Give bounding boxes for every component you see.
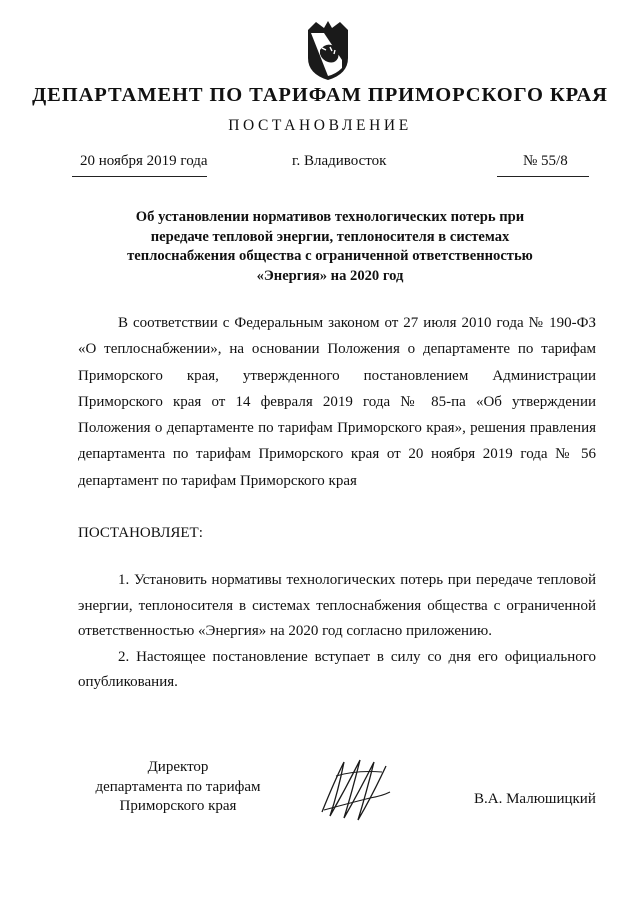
coat-of-arms-icon: [302, 20, 354, 82]
document-city: г. Владивосток: [292, 153, 387, 169]
items-block: [78, 568, 596, 696]
signatory-title: [78, 758, 278, 817]
signatory-title-line: Приморского края: [119, 798, 237, 814]
handwritten-signature: [316, 752, 396, 824]
document-date: 20 ноября 2019 года: [80, 153, 208, 169]
document-subject: Об установлении нормативов технологических потерь при передаче тепловой энергии, теплоносителя в системах теплоснабжения общества с ограниченной ответственностью «Энергия» на 2020 год: [127, 209, 533, 284]
number-underline: [497, 176, 589, 177]
item-paragraph-1: 1. Установить нормативы технологических потерь при передаче тепловой энергии, теплоносителя в системах теплоснабжения общества с ограниченной ответственностью «Энергия» на 2020 год согласно приложению.: [78, 572, 596, 639]
signatory-title-line: Директор: [147, 759, 209, 775]
document-number: № 55/8: [523, 153, 568, 169]
item-paragraph-2: 2. Настоящее постановление вступает в силу со дня его официального опубликования.: [78, 648, 596, 690]
resolve-heading: ПОСТАНОВЛЯЕТ:: [78, 525, 203, 541]
document-type: ПОСТАНОВЛЕНИЕ: [228, 117, 412, 134]
department-title: ДЕПАРТАМЕНТ ПО ТАРИФАМ ПРИМОРСКОГО КРАЯ: [32, 84, 608, 106]
preamble-block: [78, 310, 596, 494]
signatory-name: В.А. Малюшицкий: [474, 791, 596, 807]
date-underline: [72, 176, 207, 177]
preamble-paragraph: В соответствии с Федеральным законом от 27 июля 2010 года № 190-ФЗ «О теплоснабжении», на основании Положения о департаменте по тарифам Приморского края, утвержденного постановлением Администрации Приморского края от 14 февраля 2019 года № 85-па «Об утверждении Положения о департаменте по тарифам Приморского края», решения правления департамента по тарифам Приморского края от 20 ноября 2019 года № 56 департамент по тарифам Приморского края: [78, 315, 596, 489]
signatory-title-line: департамента по тарифам: [95, 778, 261, 795]
